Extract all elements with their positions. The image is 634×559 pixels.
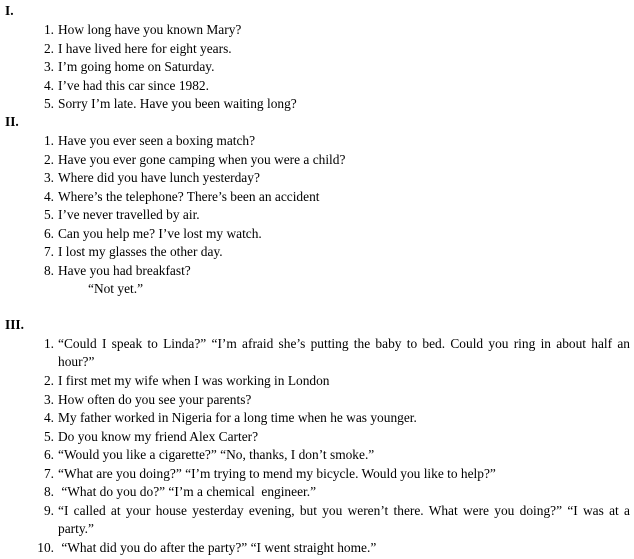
item-number: 5. — [43, 96, 54, 111]
section-heading-1: I. — [5, 3, 14, 18]
item-text: I’m going home on Saturday. — [58, 59, 215, 74]
item-number: 4. — [43, 188, 54, 204]
item-text: “Could I speak to Linda?” “I’m afraid she’s putting the baby to bed. Could you ring in about half an hour?” — [58, 336, 630, 370]
item-number: 6. — [43, 225, 54, 241]
item-text: “What do you do?” “I’m a chemical engineer.” — [58, 484, 317, 499]
item-number: 1. — [43, 22, 54, 37]
item-text: I lost my glasses the other day. — [58, 244, 223, 259]
item-number: 5. — [43, 207, 54, 222]
item-number: 8. — [43, 484, 54, 499]
item-number: 2. — [43, 373, 54, 388]
item-number: 10. — [37, 539, 54, 555]
item-number: 4. — [43, 410, 54, 425]
item-number: 2. — [43, 40, 54, 56]
item-text: Can you help me? I’ve lost my watch. — [58, 225, 262, 241]
item-number: 7. — [43, 244, 54, 259]
item-number: 5. — [43, 428, 54, 444]
section-heading-2: II. — [5, 114, 19, 129]
item-text: Have you ever seen a boxing match? — [58, 133, 256, 148]
item-number: 8. — [43, 262, 54, 278]
item-number: 3. — [43, 59, 54, 74]
item-text: How often do you see your parents? — [58, 391, 252, 407]
item-text: Where’s the telephone? There’s been an accident — [58, 188, 320, 204]
item-text: I first met my wife when I was working in London — [58, 373, 330, 388]
item-text: Sorry I’m late. Have you been waiting long? — [58, 96, 297, 111]
followup-answer: “Not yet.” — [88, 281, 144, 296]
item-number: 4. — [43, 77, 54, 93]
item-text: I’ve had this car since 1982. — [58, 77, 209, 93]
section-heading-3: III. — [5, 317, 24, 332]
item-text: “Would you like a cigarette?” “No, thanks, I don’t smoke.” — [58, 447, 375, 462]
item-text: “What did you do after the party?” “I went straight home.” — [58, 539, 377, 555]
item-text: “I called at your house yesterday evening, but you weren’t there. What were you doing?” “I was at a party.” — [58, 502, 630, 536]
item-number: 1. — [43, 336, 54, 351]
item-number: 7. — [43, 465, 54, 481]
item-number: 2. — [43, 151, 54, 167]
item-text: Have you had breakfast? — [58, 262, 191, 278]
item-number: 3. — [43, 391, 54, 407]
item-text: My father worked in Nigeria for a long time when he was younger. — [58, 410, 417, 425]
item-text: Do you know my friend Alex Carter? — [58, 428, 259, 444]
item-text: Where did you have lunch yesterday? — [58, 170, 260, 185]
item-number: 6. — [43, 447, 54, 462]
item-text: “What are you doing?” “I’m trying to mend my bicycle. Would you like to help?” — [58, 465, 496, 481]
item-text: I have lived here for eight years. — [58, 40, 232, 56]
item-text: I’ve never travelled by air. — [58, 207, 200, 222]
item-number: 3. — [43, 170, 54, 185]
item-text: Have you ever gone camping when you were a child? — [58, 151, 346, 167]
item-text: How long have you known Mary? — [58, 22, 242, 37]
item-number: 1. — [43, 133, 54, 148]
item-number: 9. — [43, 502, 54, 518]
